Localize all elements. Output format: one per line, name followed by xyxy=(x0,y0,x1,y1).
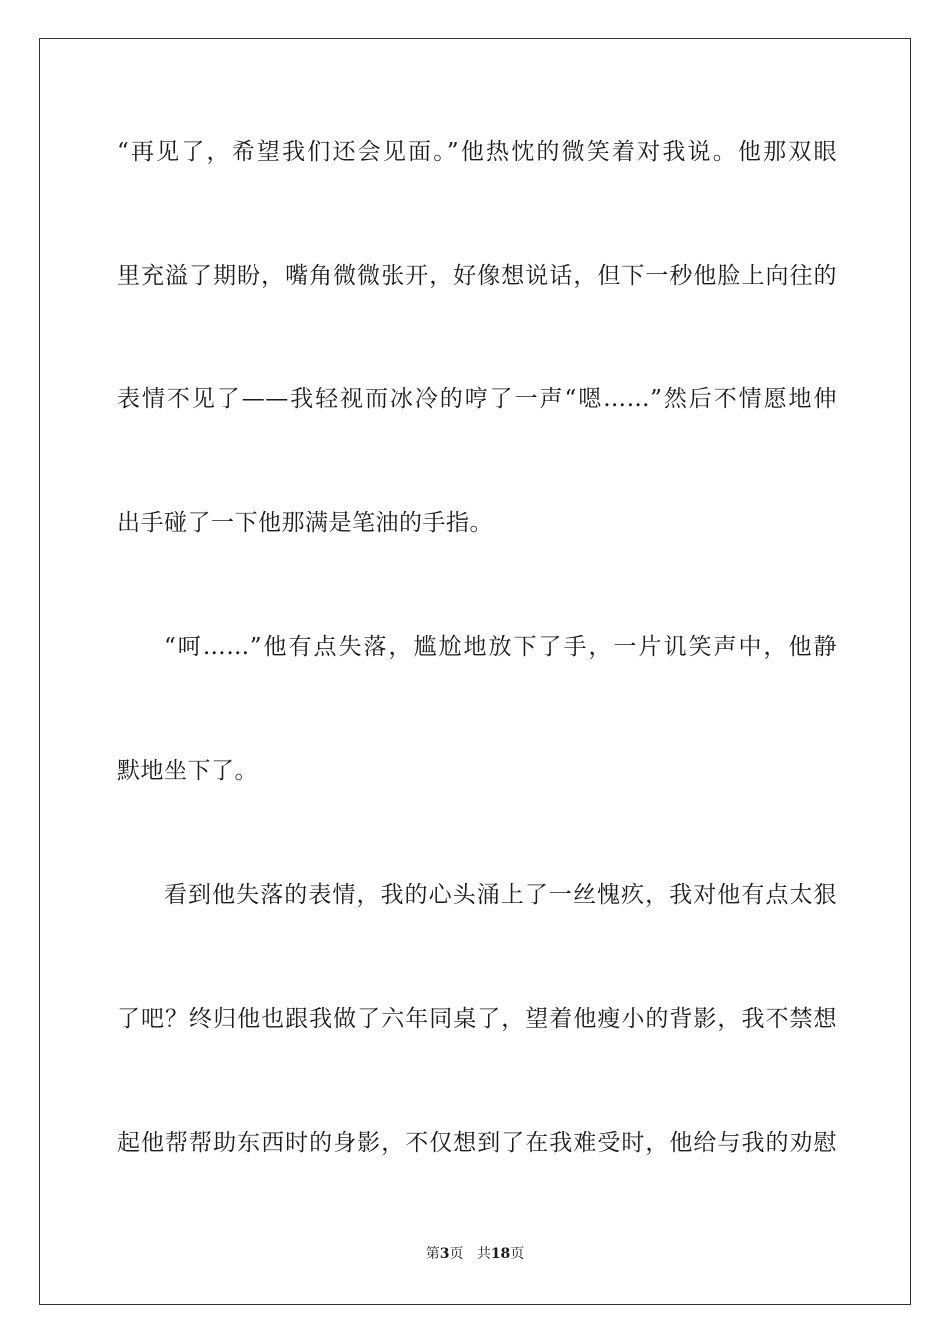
total-pages: 18 xyxy=(490,1246,511,1262)
page-suffix: 页 xyxy=(449,1246,464,1262)
paragraph-line: 看到他失落的表情，我的心头涌上了一丝愧疚，我对他有点太狠 xyxy=(164,882,837,908)
paragraph-line: “再见了，希望我们还会见面。”他热忱的微笑着对我说。他那双眼 xyxy=(117,139,837,165)
paragraph-line: “呵……”他有点失落，尴尬地放下了手，一片讥笑声中，他静 xyxy=(164,634,837,660)
page-footer xyxy=(0,1243,950,1263)
paragraph-line: 起他帮帮助东西时的身影，不仅想到了在我难受时，他给与我的劝慰 xyxy=(117,1130,837,1156)
paragraph-line: 默地坐下了。 xyxy=(117,758,258,784)
page-border xyxy=(39,38,911,1305)
paragraph-line: 了吧？终归他也跟我做了六年同桌了，望着他瘦小的背影，我不禁想 xyxy=(117,1006,837,1032)
page-number: 3 xyxy=(439,1246,450,1262)
total-prefix: 共 xyxy=(476,1246,491,1262)
paragraph-line: 出手碰了一下他那满是笔油的手指。 xyxy=(117,510,493,536)
total-suffix: 页 xyxy=(510,1246,525,1262)
paragraph-line: 表情不见了——我轻视而冰冷的哼了一声“嗯……”然后不情愿地伸 xyxy=(117,386,837,412)
paragraph-line: 里充溢了期盼，嘴角微微张开，好像想说话，但下一秒他脸上向往的 xyxy=(117,263,837,289)
page-prefix: 第 xyxy=(425,1246,440,1262)
